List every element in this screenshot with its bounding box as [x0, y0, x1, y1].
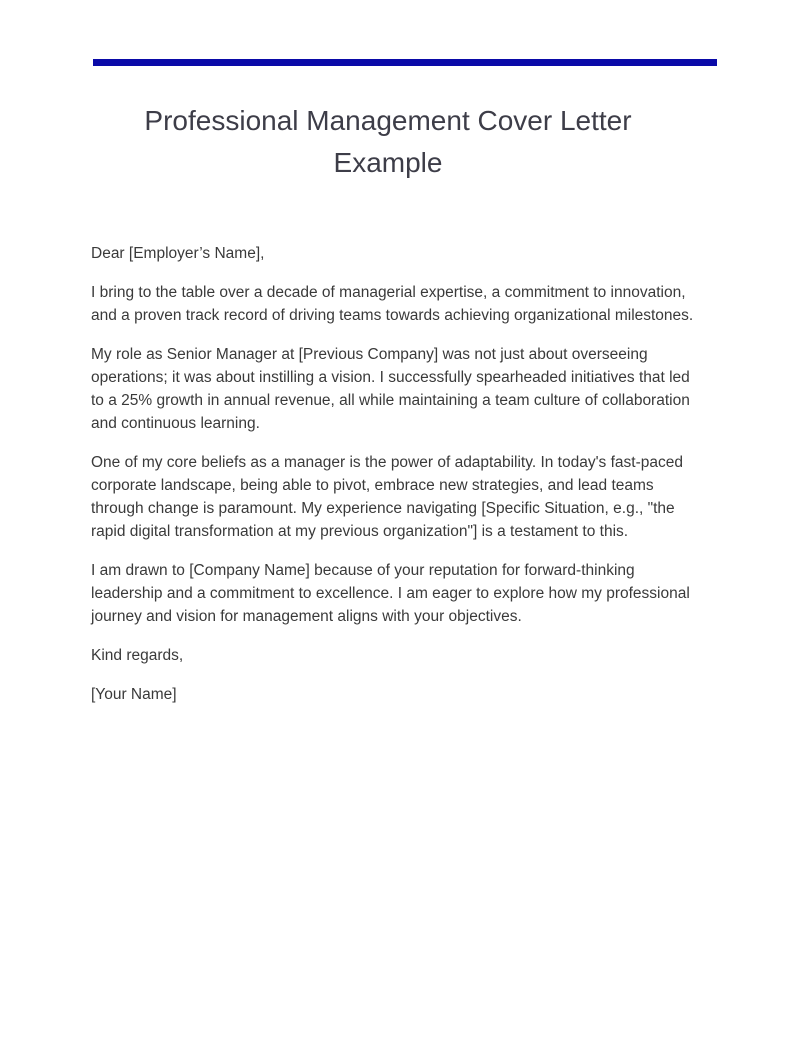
paragraph-motivation: I am drawn to [Company Name] because of your reputation for forward-thinking leadership and a commitment to excellence. I am eager to explore how my professional journey and vision for management aligns with your objectives. — [91, 562, 690, 625]
closing: Kind regards, — [91, 647, 184, 664]
letter-body — [91, 242, 701, 722]
paragraph-intro: I bring to the table over a decade of managerial expertise, a commitment to innovation, and a proven track record of driving teams towards achieving organizational milestones. — [91, 284, 694, 324]
document-title: Professional Management Cover Letter Example — [144, 105, 632, 178]
header-accent-rule — [93, 59, 717, 66]
salutation: Dear [Employer’s Name], — [91, 245, 265, 262]
signature: [Your Name] — [91, 686, 177, 703]
paragraph-adaptability: One of my core beliefs as a manager is the power of adaptability. In today's fast-paced corporate landscape, being able to pivot, embrace new strategies, and lead teams through change is paramount. My experience navigating [Specific Situation, e.g., "the rapid digital transformation at my previous organization"] is a testament to this. — [91, 454, 683, 540]
paragraph-experience: My role as Senior Manager at [Previous Company] was not just about overseeing operations; it was about instilling a vision. I successfully spearheaded initiatives that led to a 25% growth in annual revenue, all while maintaining a team culture of collaboration and continuous learning. — [91, 346, 690, 432]
